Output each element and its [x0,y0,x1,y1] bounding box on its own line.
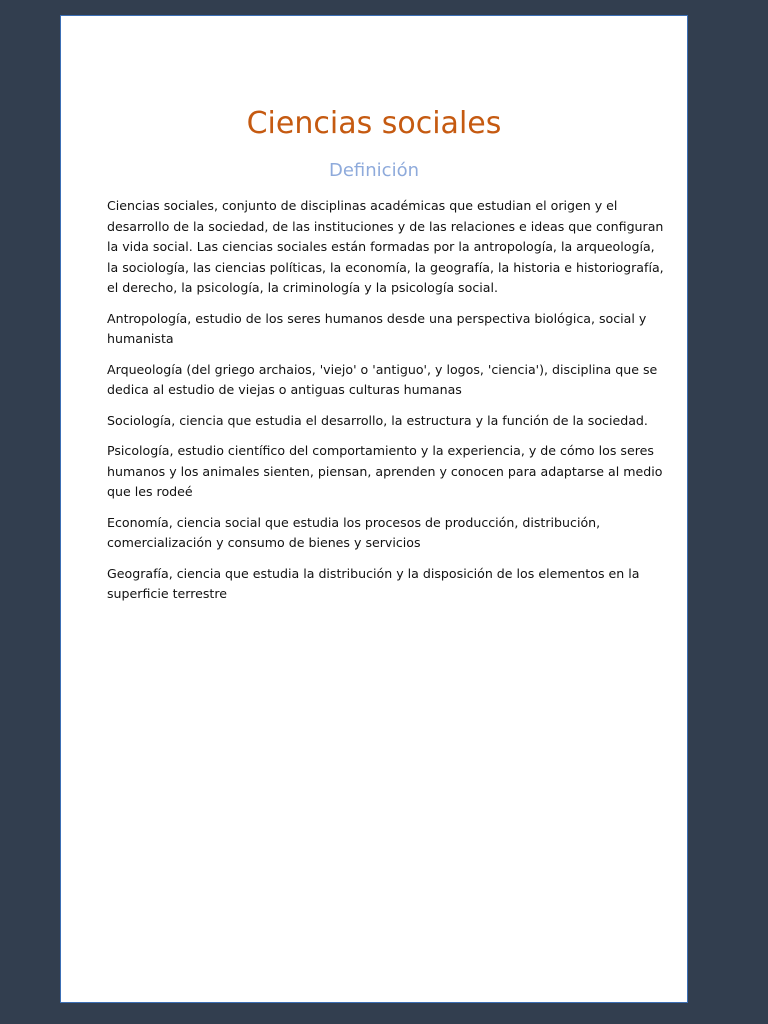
document-page [60,15,688,1003]
document-body [107,196,667,615]
paragraph-arqueologia: Arqueología (del griego archaios, 'viejo' o 'antiguo', y logos, 'ciencia'), disciplina que se dedica al estudio de viejas o antiguas culturas humanas [107,361,658,397]
paragraph-sociologia: Sociología, ciencia que estudia el desarrollo, la estructura y la función de la sociedad. [107,412,648,428]
paragraph-antropologia: Antropología, estudio de los seres humanos desde una perspectiva biológica, social y humanista [107,310,647,346]
paragraph-intro: Ciencias sociales, conjunto de disciplinas académicas que estudian el origen y el desarrollo de la sociedad, de las instituciones y de las relaciones e ideas que configuran la vida social. Las ciencias sociales están formadas por la antropología, la arqueología, la sociología, las ciencias políticas, la economía, la geografía, la historia e historiografía, el derecho, la psicología, la criminología y la psicología social. [107,198,664,295]
paragraph-psicologia: Psicología, estudio científico del comportamiento y la experiencia, y de cómo los seres humanos y los animales sienten, piensan, aprenden y conocen para adaptarse al medio que les rodeé [107,443,663,499]
document-subtitle: Definición [329,160,419,181]
paragraph-geografia: Geografía, ciencia que estudia la distribución y la disposición de los elementos en la superficie terrestre [107,565,640,601]
paragraph-economia: Economía, ciencia social que estudia los procesos de producción, distribución, comercialización y consumo de bienes y servicios [107,514,601,550]
document-title: Ciencias sociales [246,106,502,141]
